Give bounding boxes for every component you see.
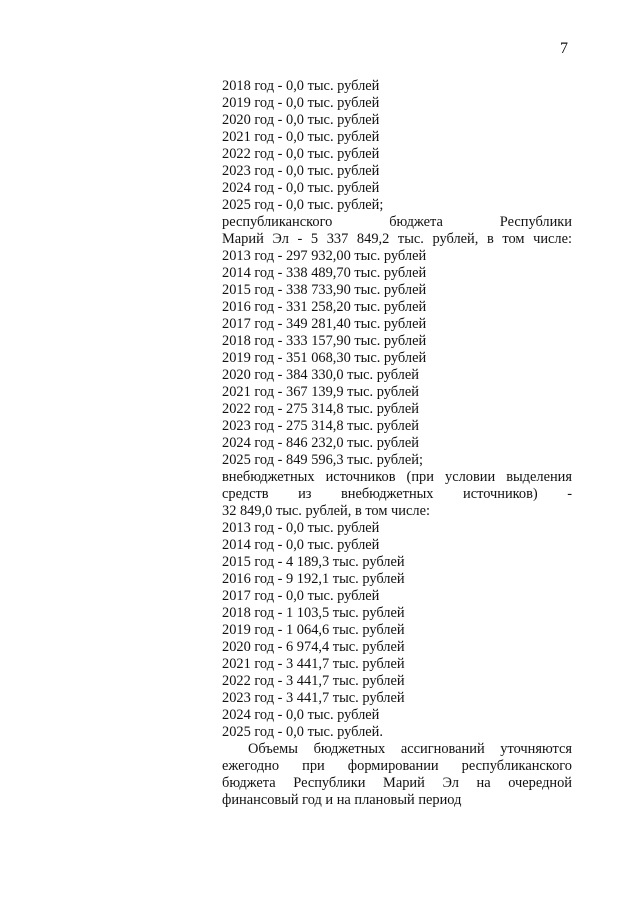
republican-heading: республиканского бюджета Республики xyxy=(222,214,572,230)
budget-text-block xyxy=(222,78,572,809)
year-line: 2024 год - 0,0 тыс. рублей xyxy=(222,180,380,196)
extrabudgetary-heading-total: 32 849,0 тыс. рублей, в том числе: xyxy=(222,503,430,519)
republican-heading-total: Марий Эл - 5 337 849,2 тыс. рублей, в том числе: xyxy=(222,231,572,247)
year-line: 2024 год - 846 232,0 тыс. рублей xyxy=(222,435,419,451)
year-line: 2017 год - 0,0 тыс. рублей xyxy=(222,588,380,604)
year-line: 2019 год - 0,0 тыс. рублей xyxy=(222,95,380,111)
extrabudgetary-heading-cont: средств из внебюджетных источников) - xyxy=(222,486,572,502)
year-line: 2016 год - 331 258,20 тыс. рублей xyxy=(222,299,427,315)
year-line: 2020 год - 384 330,0 тыс. рублей xyxy=(222,367,419,383)
year-line: 2023 год - 3 441,7 тыс. рублей xyxy=(222,690,405,706)
year-line: 2025 год - 849 596,3 тыс. рублей; xyxy=(222,452,423,468)
year-line: 2013 год - 0,0 тыс. рублей xyxy=(222,520,380,536)
year-line: 2015 год - 4 189,3 тыс. рублей xyxy=(222,554,405,570)
year-line: 2019 год - 351 068,30 тыс. рублей xyxy=(222,350,427,366)
extrabudgetary-section xyxy=(222,469,572,741)
closing-line: ежегодно при формировании республиканского xyxy=(222,758,572,774)
year-line: 2021 год - 3 441,7 тыс. рублей xyxy=(222,656,405,672)
year-line: 2025 год - 0,0 тыс. рублей. xyxy=(222,724,383,740)
republican-budget-section xyxy=(222,214,572,469)
year-line: 2016 год - 9 192,1 тыс. рублей xyxy=(222,571,405,587)
year-line: 2023 год - 0,0 тыс. рублей xyxy=(222,163,380,179)
year-line: 2023 год - 275 314,8 тыс. рублей xyxy=(222,418,419,434)
year-line: 2024 год - 0,0 тыс. рублей xyxy=(222,707,380,723)
year-line: 2018 год - 0,0 тыс. рублей xyxy=(222,78,380,94)
year-line: 2014 год - 0,0 тыс. рублей xyxy=(222,537,380,553)
closing-paragraph xyxy=(222,741,572,809)
year-line: 2021 год - 367 139,9 тыс. рублей xyxy=(222,384,419,400)
year-line: 2020 год - 6 974,4 тыс. рублей xyxy=(222,639,405,655)
year-line: 2025 год - 0,0 тыс. рублей; xyxy=(222,197,384,213)
year-line: 2014 год - 338 489,70 тыс. рублей xyxy=(222,265,427,281)
year-line: 2022 год - 3 441,7 тыс. рублей xyxy=(222,673,405,689)
year-line: 2021 год - 0,0 тыс. рублей xyxy=(222,129,380,145)
extrabudgetary-heading: внебюджетных источников (при условии выделения xyxy=(222,469,572,485)
closing-line: финансовый год и на плановый период xyxy=(222,792,462,808)
year-line: 2022 год - 275 314,8 тыс. рублей xyxy=(222,401,419,417)
closing-line: Объемы бюджетных ассигнований уточняются xyxy=(248,741,572,757)
year-line: 2018 год - 333 157,90 тыс. рублей xyxy=(222,333,427,349)
year-line: 2020 год - 0,0 тыс. рублей xyxy=(222,112,380,128)
year-line: 2013 год - 297 932,00 тыс. рублей xyxy=(222,248,427,264)
year-line: 2015 год - 338 733,90 тыс. рублей xyxy=(222,282,427,298)
year-line: 2017 год - 349 281,40 тыс. рублей xyxy=(222,316,427,332)
year-line: 2019 год - 1 064,6 тыс. рублей xyxy=(222,622,405,638)
page-number: 7 xyxy=(560,40,568,57)
previous-source-years xyxy=(222,78,572,214)
year-line: 2022 год - 0,0 тыс. рублей xyxy=(222,146,380,162)
closing-line: бюджета Республики Марий Эл на очередной xyxy=(222,775,572,791)
year-line: 2018 год - 1 103,5 тыс. рублей xyxy=(222,605,405,621)
